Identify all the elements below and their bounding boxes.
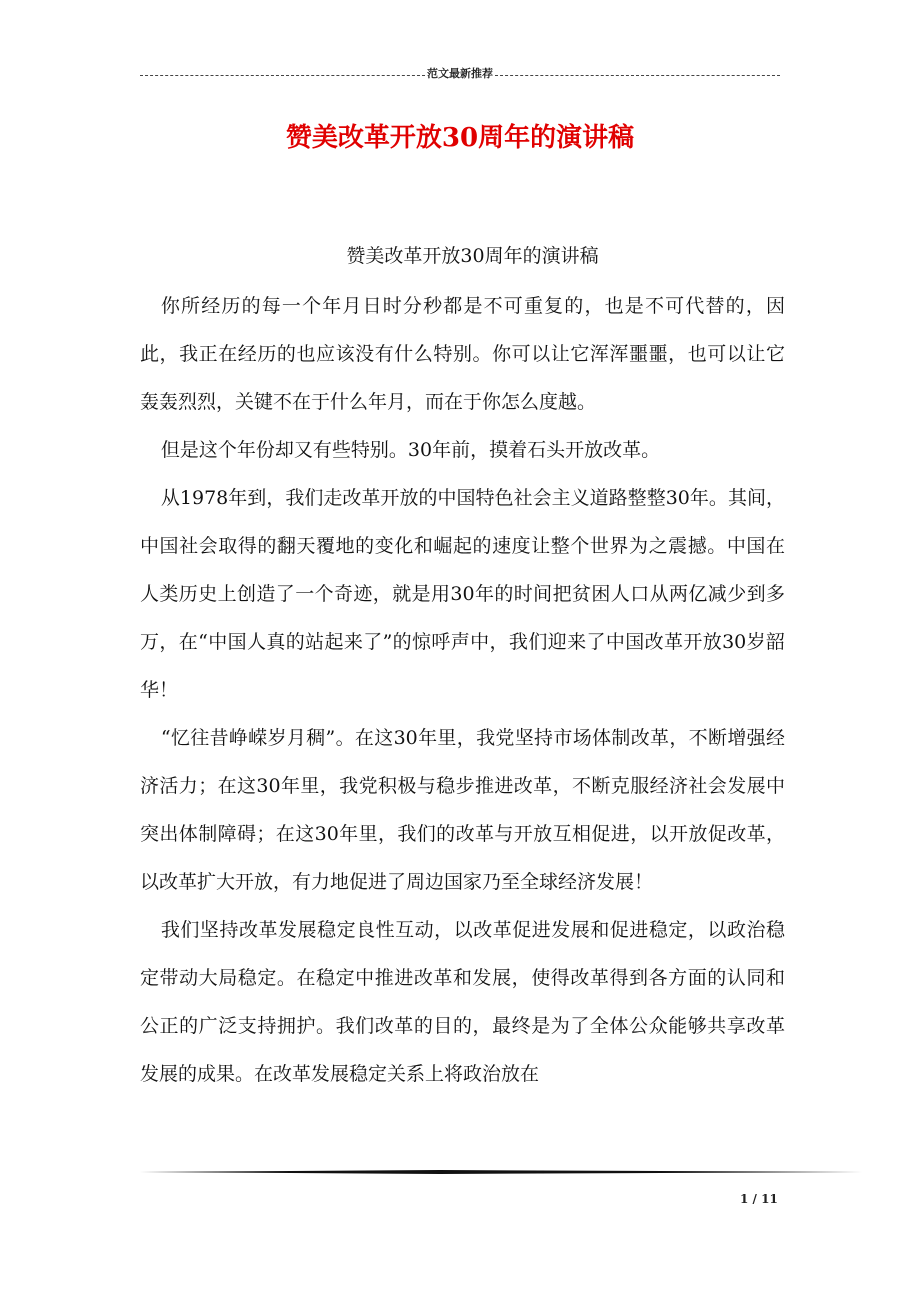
paragraph: 但是这个年份却又有些特别。30年前，摸着石头开放改革。	[160, 439, 661, 461]
document-subtitle: 赞美改革开放30周年的演讲稿	[346, 245, 599, 267]
paragraph: 你所经历的每一个年月日时分秒都是不可重复的，也是不可代替的，因此，我正在经历的也应该没有什么特别。你可以让它浑浑噩噩，也可以让它轰轰烈烈，关键不在于什么年月，而在于你怎么度越。	[140, 295, 785, 413]
page-number: 1 / 11	[740, 1192, 778, 1206]
footer-divider-graphic	[140, 1170, 862, 1174]
footer-divider	[140, 1170, 862, 1174]
document-body	[140, 234, 785, 1098]
page-header	[140, 66, 780, 82]
header-dash-right	[495, 75, 780, 76]
paragraph: 我们坚持改革发展稳定良性互动，以改革促进发展和促进稳定，以政治稳定带动大局稳定。在稳定中推进改革和发展，使得改革得到各方面的认同和公正的广泛支持拥护。我们改革的目的，最终是为了全体公众能够共享改革发展的成果。在改革发展稳定关系上将政治放在	[140, 919, 785, 1085]
document-title: 赞美改革开放30周年的演讲稿	[285, 123, 635, 153]
paragraph: “忆往昔峥嵘岁月稠”。在这30年里，我党坚持市场体制改革，不断增强经济活力；在这30年里，我党积极与稳步推进改革，不断克服经济社会发展中突出体制障碍；在这30年里，我们的改革与开放互相促进，以开放促改革，以改革扩大开放，有力地促进了周边国家乃至全球经济发展！	[140, 727, 785, 893]
paragraph: 从1978年到，我们走改革开放的中国特色社会主义道路整整30年。其间，中国社会取得的翻天覆地的变化和崛起的速度让整个世界为之震撼。中国在人类历史上创造了一个奇迹，就是用30年的时间把贫困人口从两亿减少到多万，在“中国人真的站起来了”的惊呼声中，我们迎来了中国改革开放30岁韶华！	[140, 487, 785, 701]
header-dash-left	[140, 75, 425, 76]
header-label: 范文最新推荐	[427, 67, 493, 80]
